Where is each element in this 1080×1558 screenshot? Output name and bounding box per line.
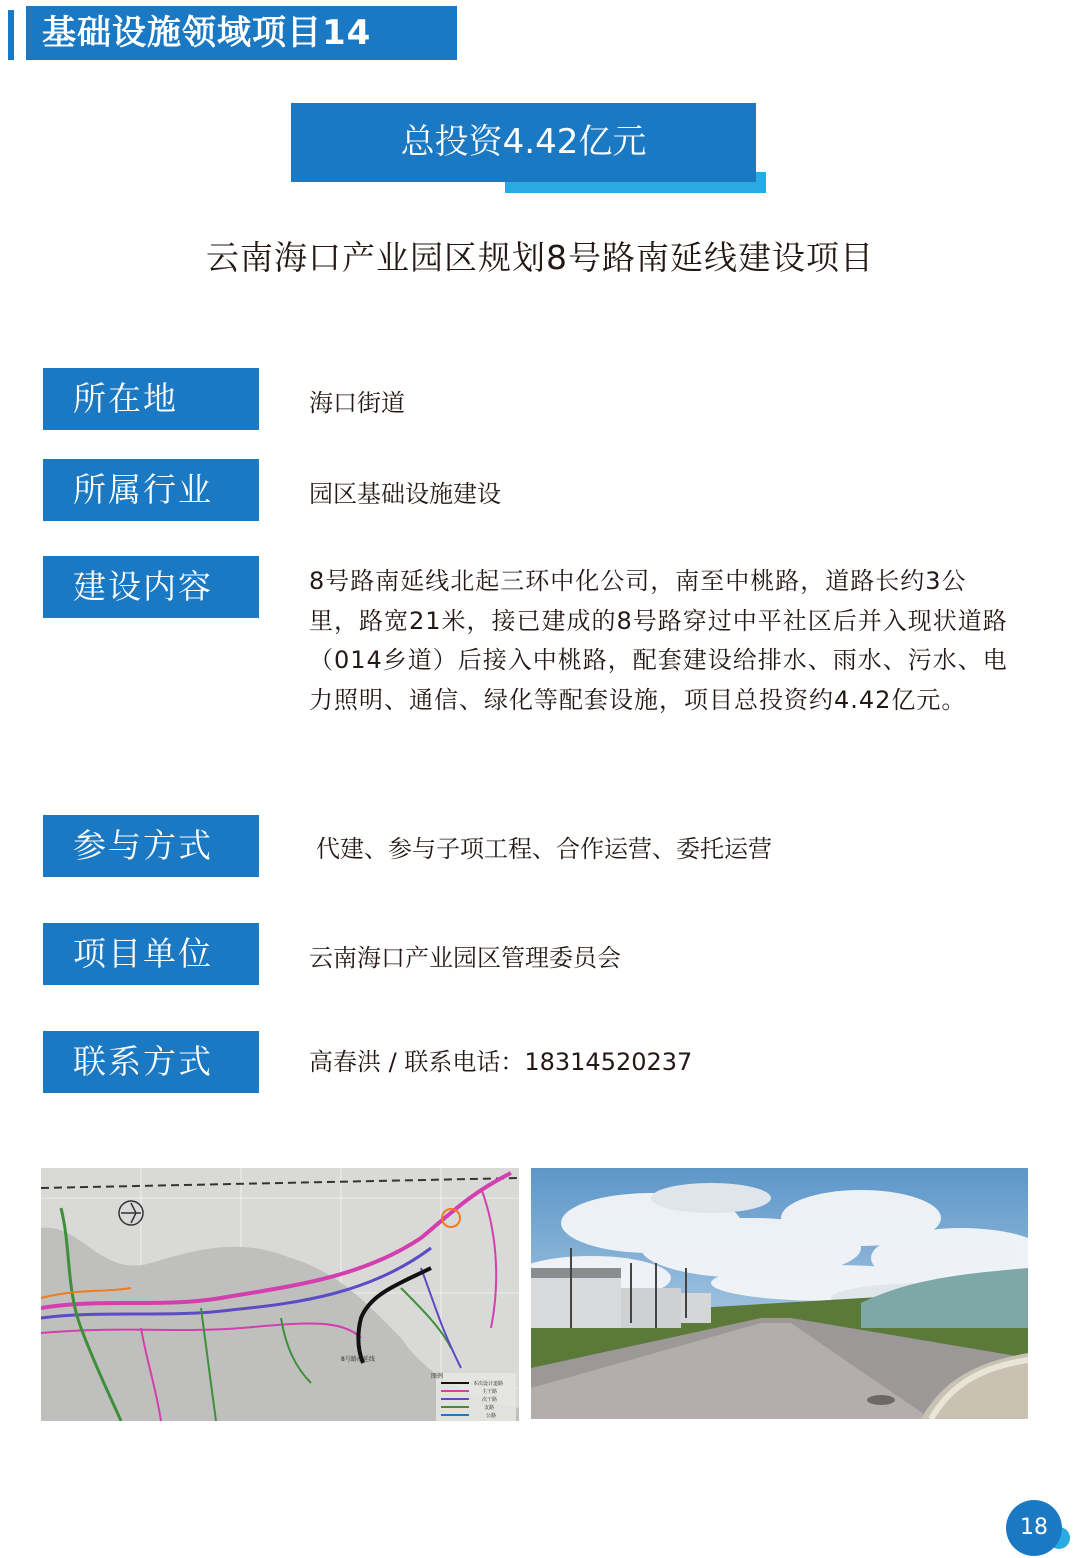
map-route-label: 8号路南延线: [341, 1356, 375, 1363]
value-project-unit: 云南海口产业园区管理委员会: [309, 944, 621, 972]
content-line: 8号路南延线北起三环中化公司，南至中桃路，道路长约3公: [309, 567, 967, 595]
content-line: （014乡道）后接入中桃路，配套建设给排水、雨水、污水、电: [309, 646, 1008, 674]
site-photo: [531, 1168, 1028, 1419]
label-participation: 参与方式: [43, 815, 259, 877]
content-line: 力照明、通信、绿化等配套设施，项目总投资约4.42亿元。: [309, 685, 967, 714]
content-line: 里，路宽21米，接已建成的8号路穿过中平社区后并入现状道路: [309, 606, 1008, 635]
planning-map: [41, 1168, 519, 1421]
page-number: 18: [1006, 1500, 1062, 1556]
map-legend-item: 公路: [486, 1413, 497, 1419]
project-title: 云南海口产业园区规划8号路南延线建设项目: [206, 238, 874, 277]
section-header: 基础设施领域项目14: [26, 6, 457, 60]
label-industry: 所属行业: [43, 459, 259, 521]
value-participation: 代建、参与子项工程、合作运营、委托运营: [316, 835, 772, 863]
header-accent-bar: [8, 10, 14, 60]
label-contact: 联系方式: [43, 1031, 259, 1093]
map-legend-item: 本次设计道路: [473, 1381, 504, 1387]
value-content: [309, 562, 1074, 720]
label-content: 建设内容: [43, 556, 259, 618]
map-legend-item: 次干路: [482, 1397, 498, 1403]
map-legend-item: 主干路: [482, 1389, 498, 1395]
label-project-unit: 项目单位: [43, 923, 259, 985]
value-contact: 高春洪 / 联系电话：18314520237: [309, 1048, 693, 1076]
label-location: 所在地: [43, 368, 259, 430]
value-location: 海口街道: [309, 389, 405, 417]
value-industry: 园区基础设施建设: [309, 480, 501, 508]
map-legend-item: 支路: [484, 1405, 495, 1411]
map-legend-title: 图例: [431, 1373, 444, 1380]
investment-banner: 总投资4.42亿元: [291, 103, 756, 182]
